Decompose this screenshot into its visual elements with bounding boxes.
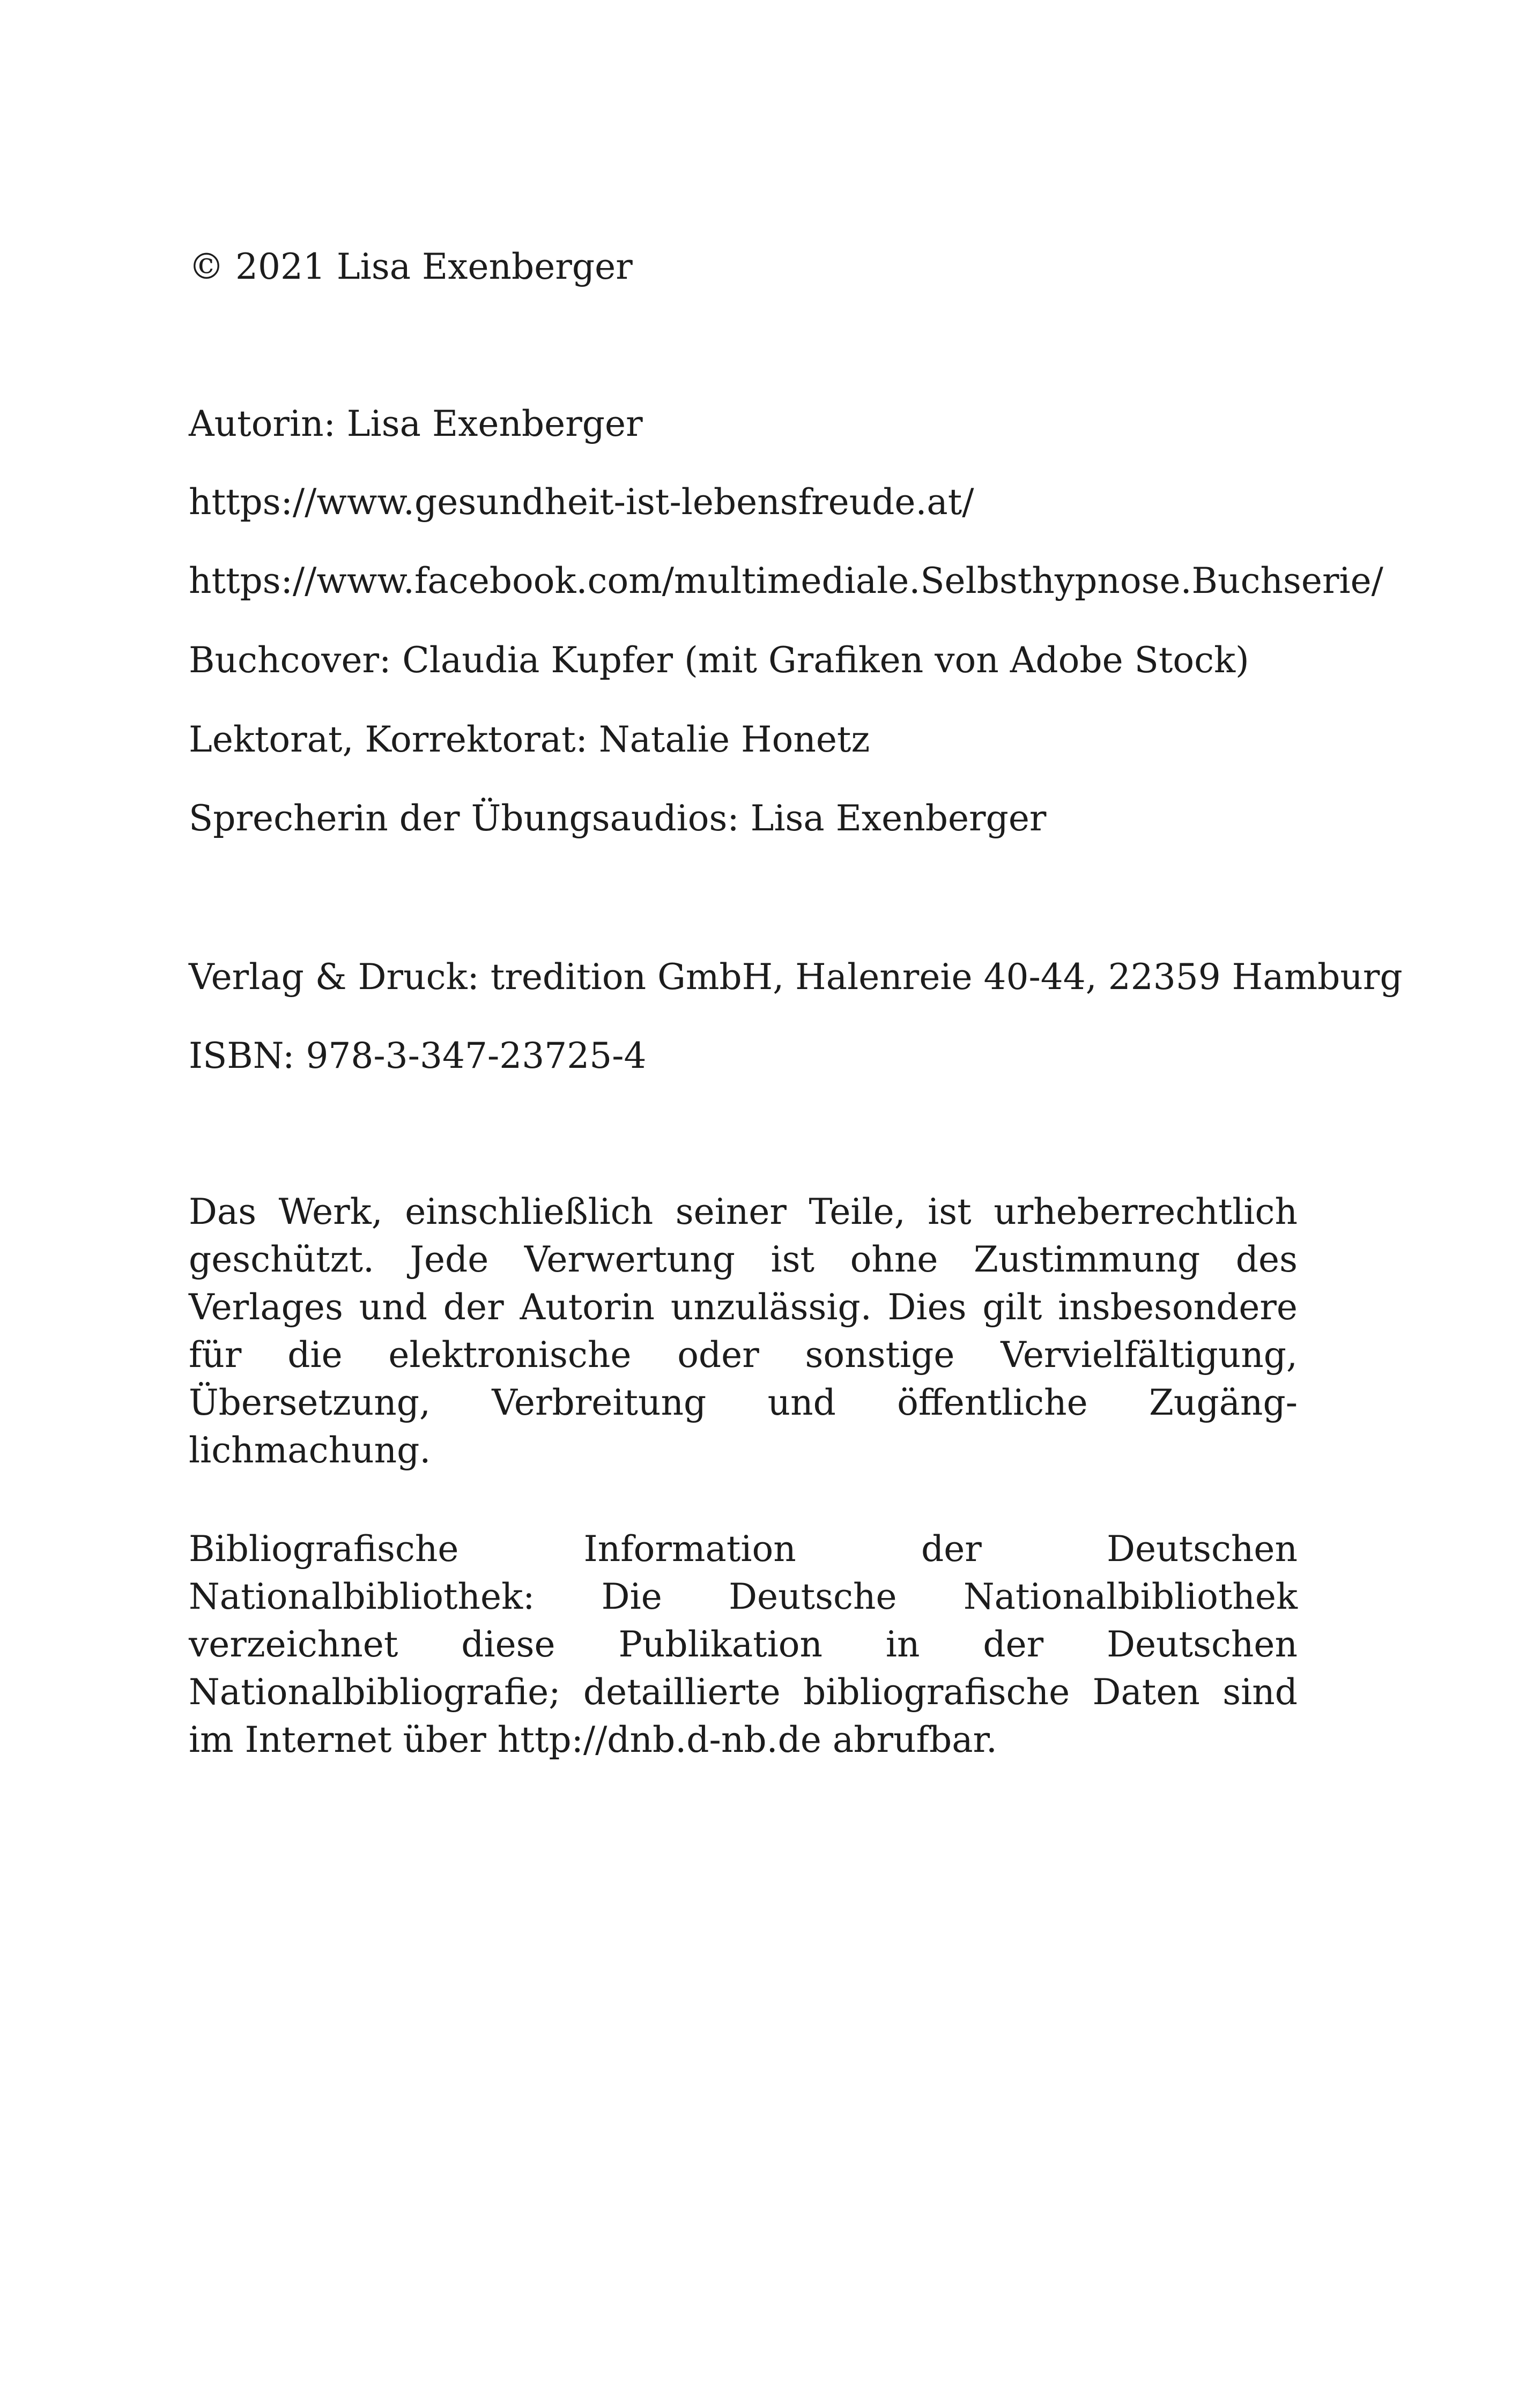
narrator-credit-line: Sprecherin der Übungsaudios: Lisa Exenberger (189, 798, 1047, 839)
publisher-line: Verlag & Druck: tredition GmbH, Halenreie 40-44, 22359 Hamburg (189, 956, 1403, 998)
copyright-line: © 2021 Lisa Exenberger (189, 246, 633, 287)
bibliographic-notice-paragraph: Bibliografische Information der Deutschen Nationalbibliothek: Die Deutsche Nationalbibliothek verzeichnet diese Publikation in der Deutschen Nationalbibliografie; detaillierte bibliografische Daten sind im Internet über http://dnb.d-nb.de abrufbar. (189, 1528, 1298, 1760)
author-line: Autorin: Lisa Exenberger (189, 403, 643, 444)
editing-credit-line: Lektorat, Korrektorat: Natalie Honetz (189, 719, 870, 760)
website-link[interactable]: https://www.gesundheit-ist-lebensfreude.at/ (189, 481, 974, 523)
cover-credit-line: Buchcover: Claudia Kupfer (mit Grafiken von Adobe Stock) (189, 640, 1249, 681)
rights-notice-paragraph: Das Werk, einschließlich seiner Teile, ist urheberrechtlich geschützt. Jede Verwertung ist ohne Zustimmung des Verlages und der Autorin unzulässig. Dies gilt insbesondere für die elektronische oder sonstige Vervielfältigung, Übersetzung, Verbreitung und öffentliche Zugäng-lichmachung. (189, 1191, 1298, 1471)
facebook-link[interactable]: https://www.facebook.com/multimediale.Selbsthypnose.Buchserie/ (189, 560, 1383, 601)
isbn-line: ISBN: 978-3-347-23725-4 (189, 1035, 647, 1076)
